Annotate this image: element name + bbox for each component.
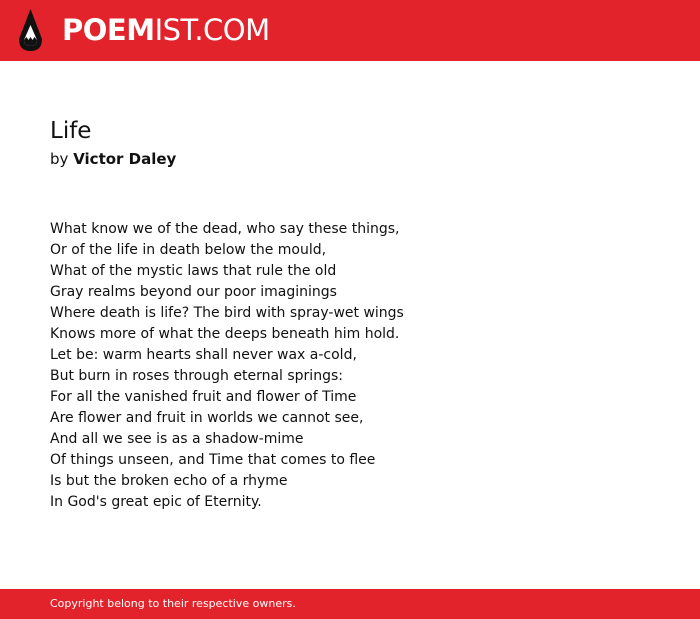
poem-byline xyxy=(50,149,176,169)
poem-line: Or of the life in death below the mould, xyxy=(50,242,327,258)
poem-body xyxy=(50,219,650,513)
poem-line: But burn in roses through eternal springs: xyxy=(50,368,343,384)
poem-line: Of things unseen, and Time that comes to flee xyxy=(50,452,376,468)
site-footer xyxy=(0,589,700,619)
site-header xyxy=(0,0,700,61)
brand-bold-text: POEM xyxy=(62,13,155,47)
brand-light-text: IST.COM xyxy=(154,13,270,47)
site-logo-link[interactable] xyxy=(62,12,270,48)
pencil-tip-icon xyxy=(18,9,43,51)
poem-line: What know we of the dead, who say these things, xyxy=(50,221,400,237)
author-name: Victor Daley xyxy=(73,150,177,168)
by-label: by xyxy=(50,150,69,168)
poem-line: Let be: warm hearts shall never wax a-cold, xyxy=(50,347,357,363)
poem-line: In God's great epic of Eternity. xyxy=(50,494,262,510)
poem-title: Life xyxy=(50,118,92,144)
poem-line: Gray realms beyond our poor imaginings xyxy=(50,284,337,300)
copyright-text: Copyright belong to their respective owners. xyxy=(50,597,296,610)
poem-line: For all the vanished fruit and flower of Time xyxy=(50,389,357,405)
poem-line: What of the mystic laws that rule the old xyxy=(50,263,337,279)
poem-line: Are flower and fruit in worlds we cannot see, xyxy=(50,410,364,426)
poem-line: Knows more of what the deeps beneath him hold. xyxy=(50,326,400,342)
poem-line: Is but the broken echo of a rhyme xyxy=(50,473,288,489)
poem-line: Where death is life? The bird with spray-wet wings xyxy=(50,305,404,321)
poem-line: And all we see is as a shadow-mime xyxy=(50,431,304,447)
